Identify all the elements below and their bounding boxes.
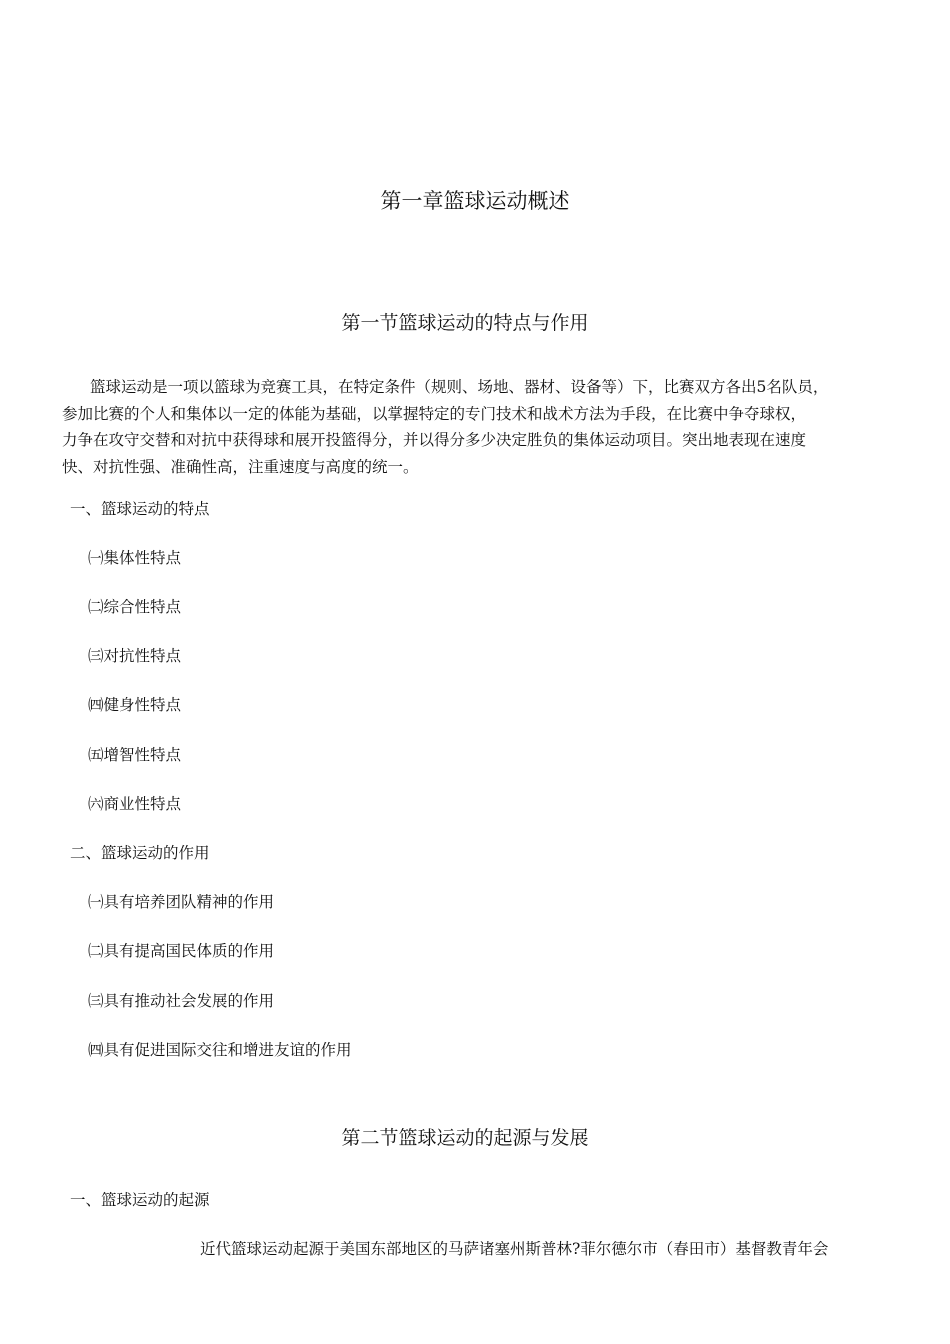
feature-item: ㈤增智性特点 <box>88 746 182 764</box>
feature-item: ㈠集体性特点 <box>88 549 182 567</box>
feature-item: ㈣健身性特点 <box>88 696 182 714</box>
origin-heading: 一、篮球运动的起源 <box>70 1191 210 1209</box>
paragraph-line: 力争在攻守交替和对抗中获得球和展开投篮得分，并以得分多少决定胜负的集体运动项目。突出地表现在速度 <box>62 431 807 449</box>
chapter-title: 第一章篮球运动概述 <box>380 189 570 213</box>
section-title-2: 第二节篮球运动的起源与发展 <box>341 1127 589 1149</box>
paragraph-line: 篮球运动是一项以篮球为竞赛工具，在特定条件（规则、场地、器材、设备等）下，比赛双方各出5名队员， <box>90 378 829 396</box>
intro-paragraph <box>62 374 902 480</box>
role-item: ㈣具有促进国际交往和增进友谊的作用 <box>88 1041 352 1059</box>
roles-heading: 二、篮球运动的作用 <box>70 844 210 862</box>
role-item: ㈡具有提高国民体质的作用 <box>88 942 275 960</box>
feature-item: ㈥商业性特点 <box>88 795 182 813</box>
role-item: ㈠具有培养团队精神的作用 <box>88 893 275 911</box>
features-heading: 一、篮球运动的特点 <box>70 500 210 518</box>
paragraph-line: 快、对抗性强、准确性高，注重速度与高度的统一。 <box>62 457 419 476</box>
role-item: ㈢具有推动社会发展的作用 <box>88 992 275 1010</box>
feature-item: ㈢对抗性特点 <box>88 647 182 665</box>
section-title-1: 第一节篮球运动的特点与作用 <box>341 312 589 334</box>
paragraph-line: 参加比赛的个人和集体以一定的体能为基础，以掌握特定的专门技术和战术方法为手段，在比赛中争夺球权， <box>62 404 807 423</box>
feature-item: ㈡综合性特点 <box>88 598 182 616</box>
origin-text: 近代篮球运动起源于美国东部地区的马萨诸塞州斯普林?菲尔德尔市（春田市）基督教青年会 <box>200 1240 829 1258</box>
